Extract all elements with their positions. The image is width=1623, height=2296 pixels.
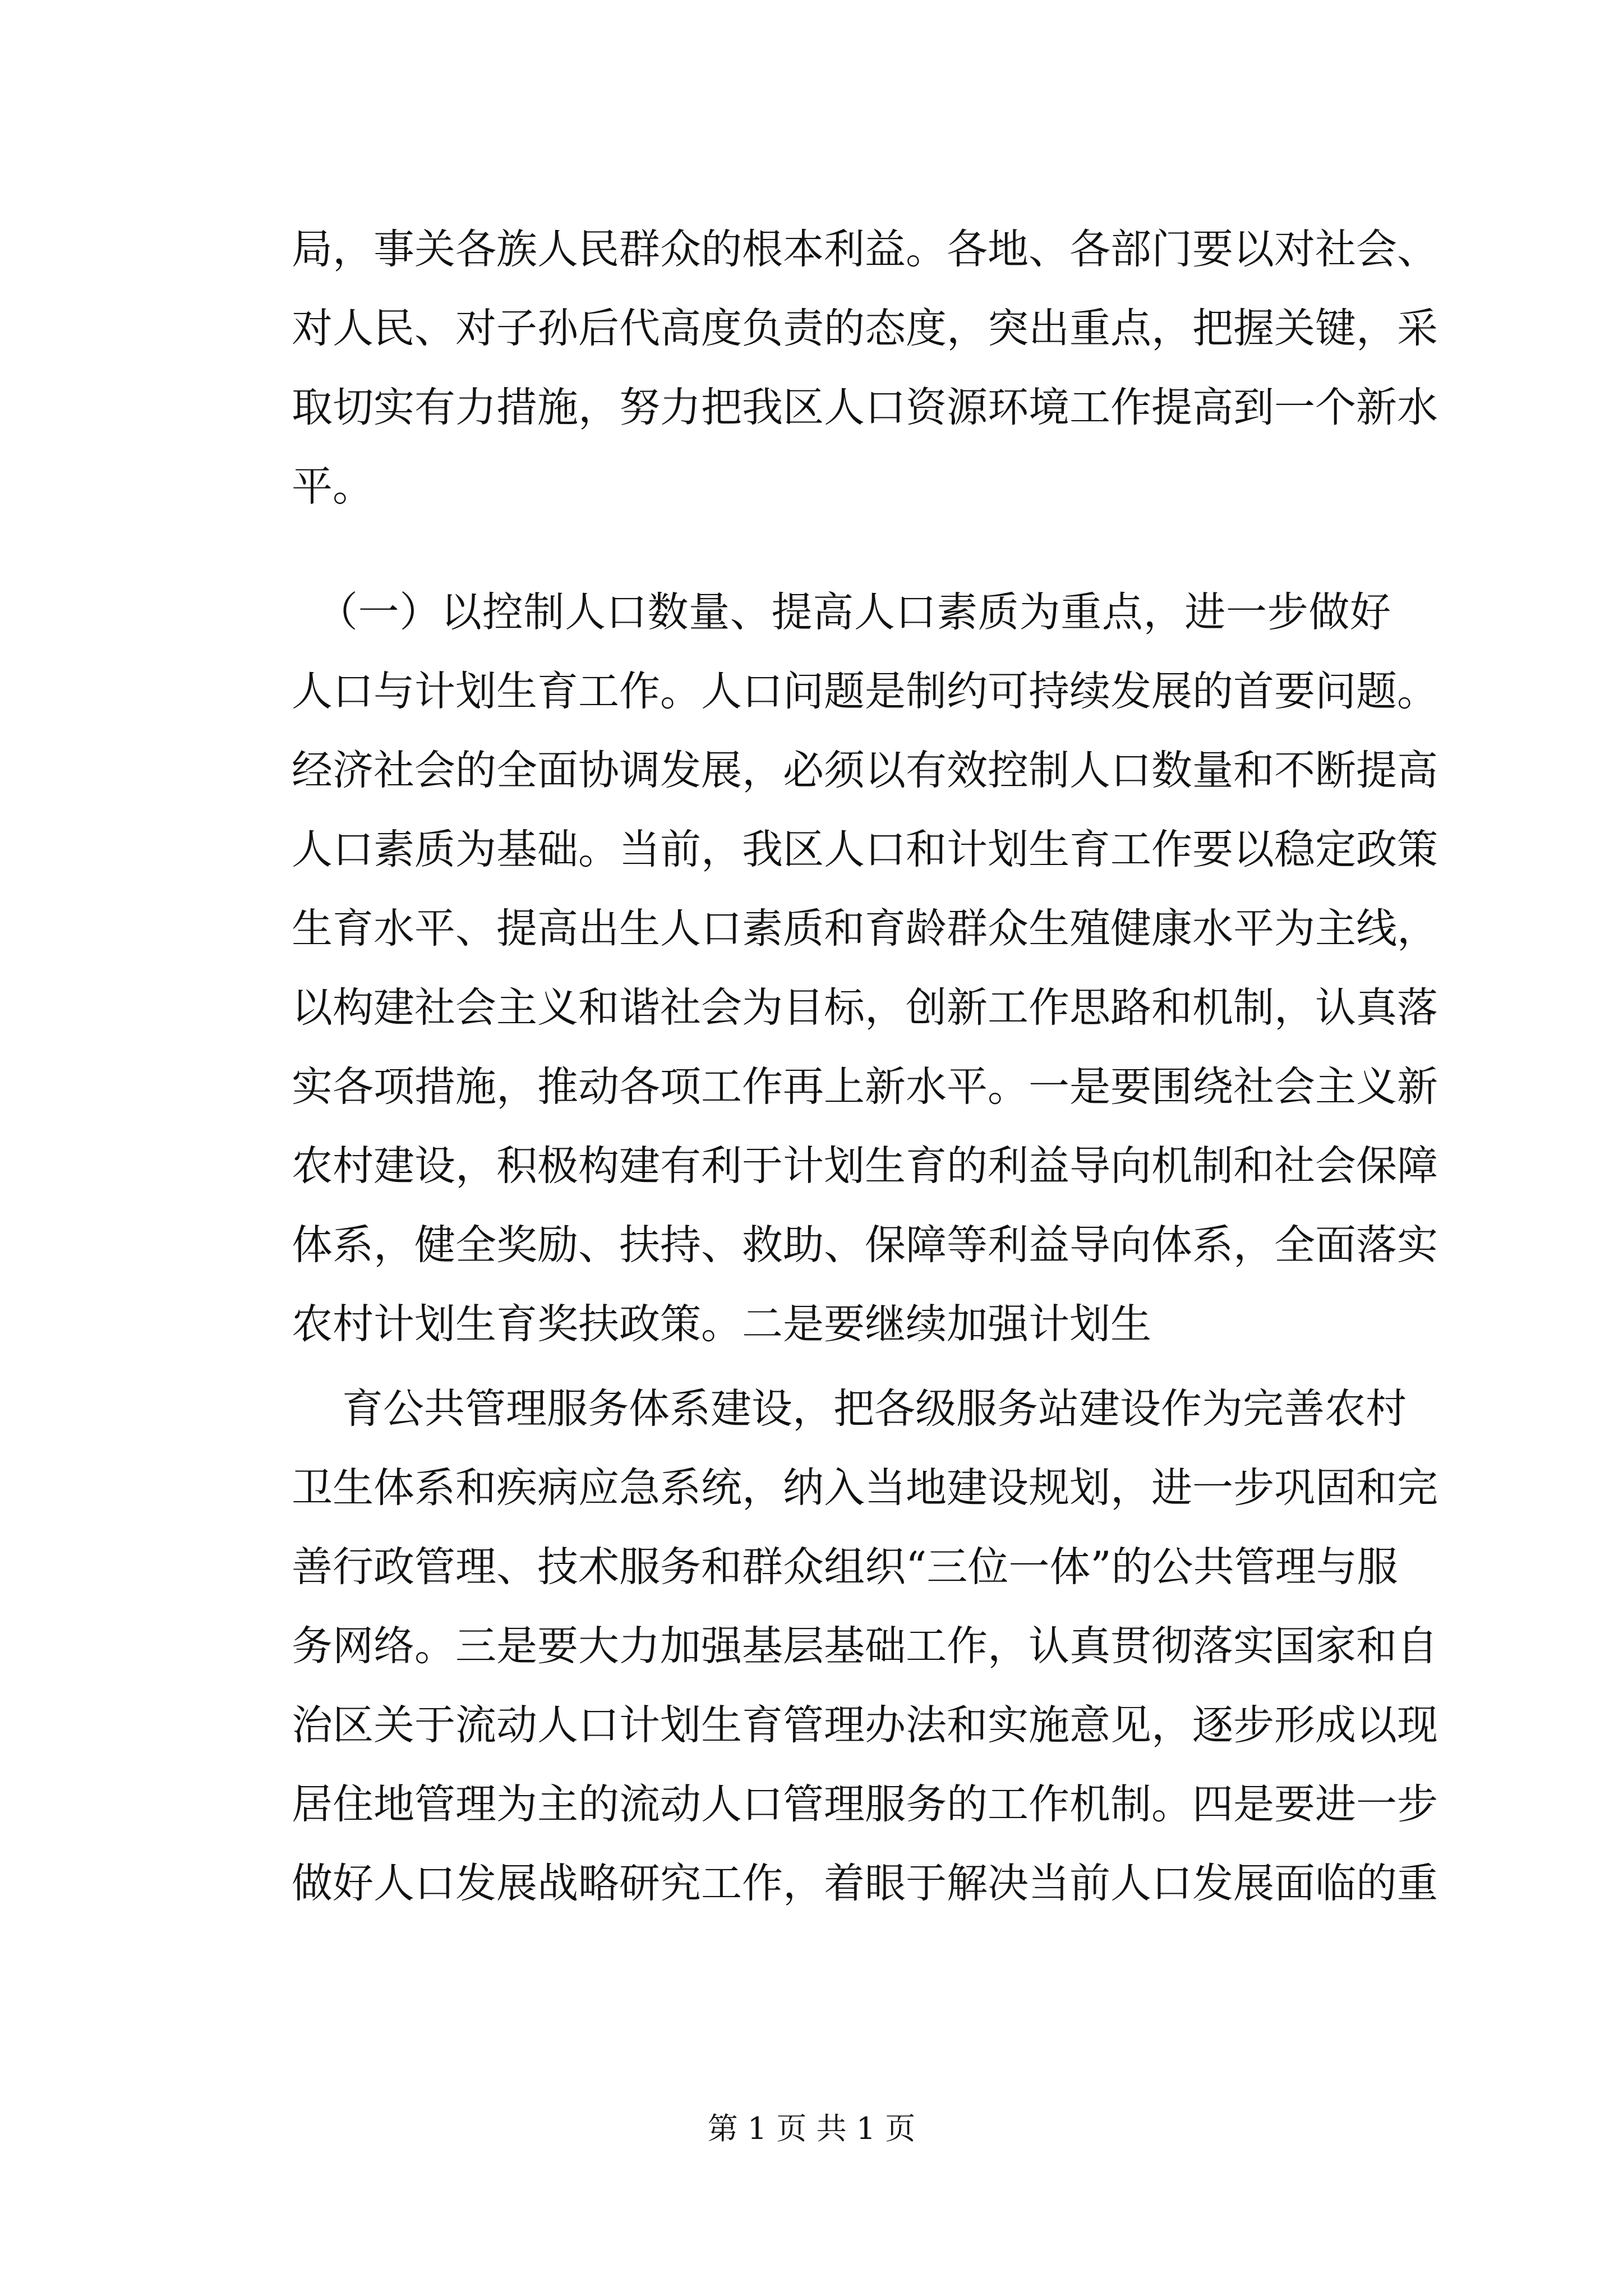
text-line-8: 人口素质为基础。当前，我区人口和计划生育工作要以稳定政策: [292, 826, 1438, 873]
text-line-9: 生育水平、提高出生人口素质和育龄群众生殖健康水平为主线，: [292, 905, 1438, 953]
text-line-5: （一）以控制人口数量、提高人口素质为重点，进一步做好: [317, 588, 1391, 636]
text-line-4: 平。: [292, 463, 374, 510]
text-line-7: 经济社会的全面协调发展，必须以有效控制人口数量和不断提高: [292, 747, 1438, 794]
text-line-14: 农村计划生育奖扶政策。二是要继续加强计划生: [292, 1300, 1151, 1348]
page-footer: 第 1 页 共 1 页: [707, 2111, 916, 2146]
text-line-2: 对人民、对子孙后代高度负责的态度，突出重点，把握关键，采: [292, 305, 1438, 352]
text-line-18: 务网络。三是要大力加强基层基础工作，认真贯彻落实国家和自: [292, 1622, 1438, 1670]
text-line-10: 以构建社会主义和谐社会为目标，创新工作思路和机制，认真落: [292, 984, 1438, 1032]
text-line-11: 实各项措施，推动各项工作再上新水平。一是要围绕社会主义新: [292, 1063, 1438, 1111]
text-line-3: 取切实有力措施，努力把我区人口资源环境工作提高到一个新水: [292, 384, 1438, 431]
text-line-20: 居住地管理为主的流动人口管理服务的工作机制。四是要进一步: [292, 1780, 1438, 1828]
text-line-12: 农村建设，积极构建有利于计划生育的利益导向机制和社会保障: [292, 1142, 1438, 1190]
text-line-1: 局，事关各族人民群众的根本利益。各地、各部门要以对社会、: [292, 226, 1438, 273]
text-line-19: 治区关于流动人口计划生育管理办法和实施意见，逐步形成以现: [292, 1701, 1438, 1749]
text-line-6: 人口与计划生育工作。人口问题是制约可持续发展的首要问题。: [292, 668, 1438, 715]
text-line-17: 善行政管理、技术服务和群众组织“三位一体”的公共管理与服: [292, 1543, 1398, 1591]
text-line-15: 育公共管理服务体系建设，把各级服务站建设作为完善农村: [342, 1385, 1407, 1433]
text-line-13: 体系，健全奖励、扶持、救助、保障等利益导向体系，全面落实: [292, 1221, 1438, 1269]
text-line-16: 卫生体系和疾病应急系统，纳入当地建设规划，进一步巩固和完: [292, 1464, 1438, 1512]
text-line-21: 做好人口发展战略研究工作，着眼于解决当前人口发展面临的重: [292, 1860, 1438, 1907]
